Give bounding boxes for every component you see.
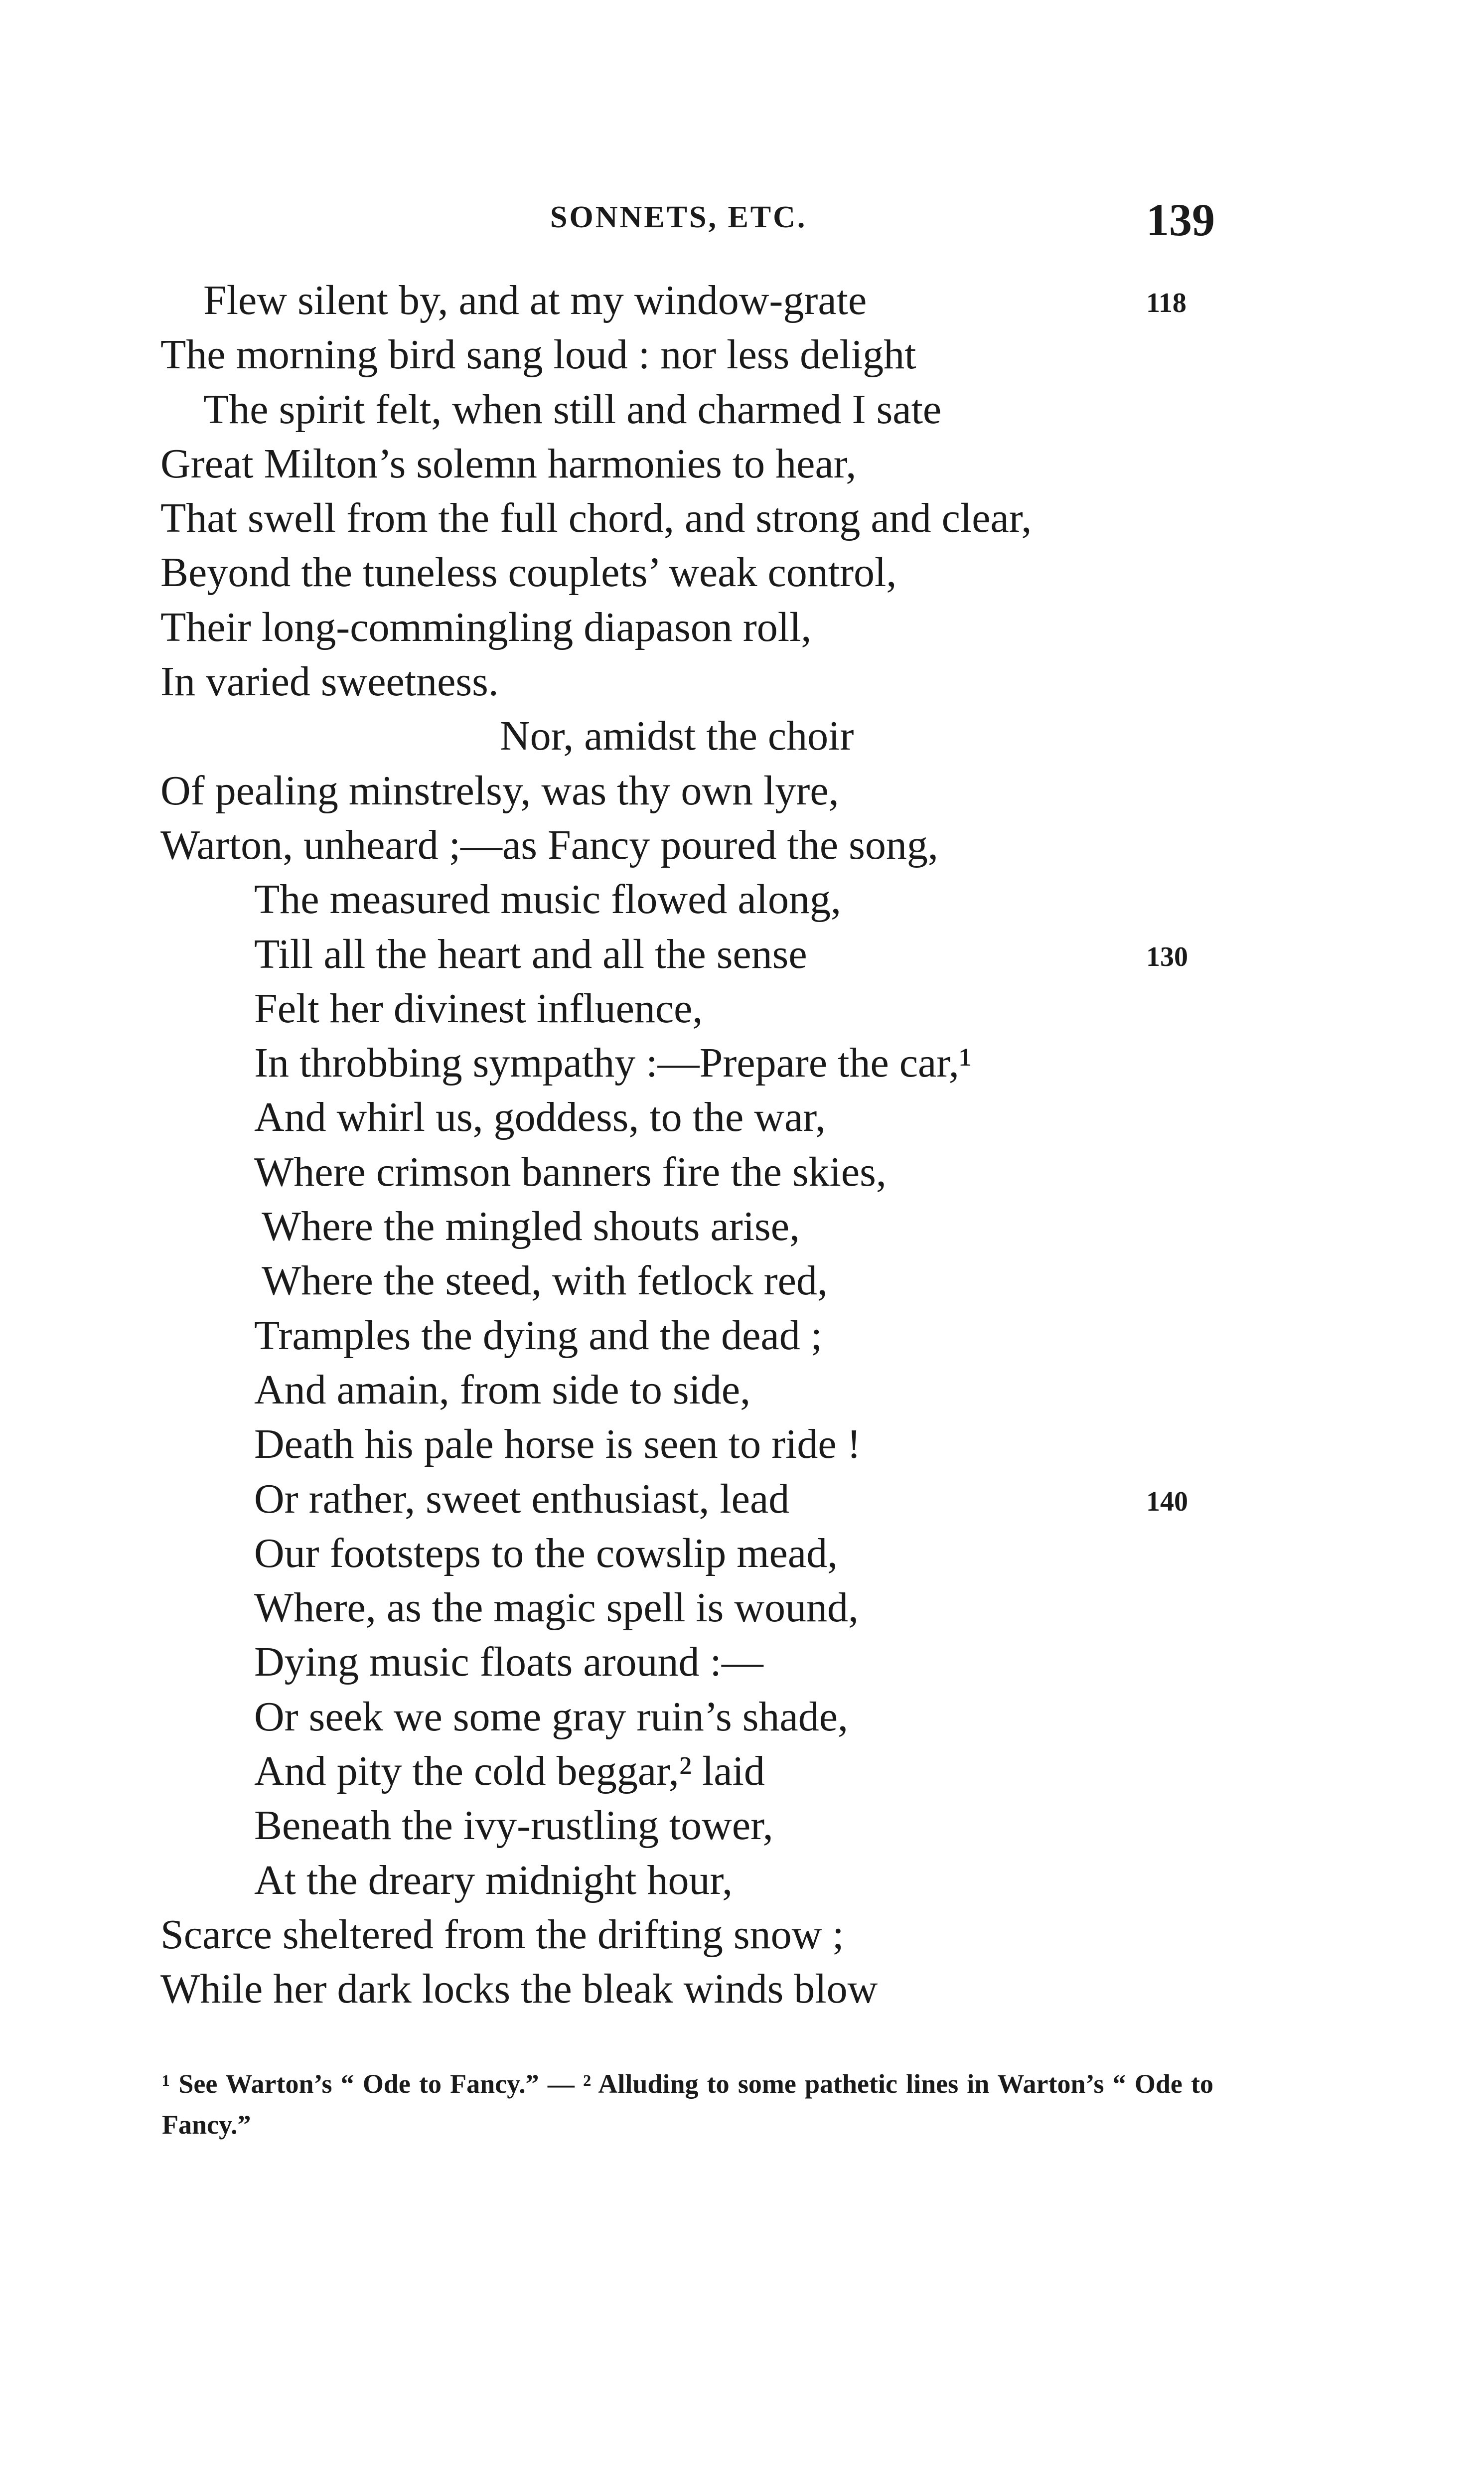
- verse-line: [0, 1962, 1484, 2016]
- verse-line: [0, 1308, 1484, 1363]
- verse-line: [0, 327, 1484, 382]
- verse-line-text: And amain, from side to side,: [254, 1366, 751, 1413]
- verse-line-text: Our footsteps to the cowslip mead,: [254, 1530, 838, 1576]
- verse-line-text: Their long-commingling diapason roll,: [160, 604, 812, 650]
- verse-line-text: Where, as the magic spell is wound,: [254, 1584, 859, 1631]
- verse-line-text: At the dreary midnight hour,: [254, 1857, 733, 1903]
- verse-line: [0, 818, 1484, 872]
- line-number: 140: [1146, 1486, 1188, 1517]
- verse-line: [0, 1580, 1484, 1635]
- verse-line-text: Felt her divinest influence,: [254, 985, 703, 1032]
- footnote-2: ² Alluding to some pathetic lines in Warton’s “ Ode to Fancy.”: [162, 2069, 1214, 2140]
- verse-line: [0, 1690, 1484, 1744]
- verse-line: [0, 654, 1484, 709]
- verse-line-text: That swell from the full chord, and strong and clear,: [160, 495, 1032, 542]
- verse-line-text: Or seek we some gray ruin’s shade,: [254, 1693, 848, 1740]
- verse-line: [0, 1526, 1484, 1580]
- verse-line: [0, 1798, 1484, 1853]
- verse-line: [0, 1472, 1484, 1526]
- verse-line: [0, 1036, 1484, 1090]
- verse-line: [0, 545, 1484, 600]
- verse-line-text: The morning bird sang loud : nor less delight: [160, 331, 916, 378]
- verse-line-text: Till all the heart and all the sense: [254, 931, 807, 977]
- verse-line-text: Great Milton’s solemn harmonies to hear,: [160, 440, 857, 487]
- footnotes: [162, 2063, 1213, 2145]
- verse-line-text: In throbbing sympathy :—Prepare the car,¹: [254, 1040, 972, 1087]
- line-number: 118: [1146, 288, 1187, 318]
- verse-line-text: In varied sweetness.: [160, 658, 499, 705]
- verse-line: [0, 600, 1484, 654]
- verse-line: [0, 764, 1484, 818]
- verse-line-text: Dying music floats around :—: [254, 1639, 763, 1686]
- verse-line-text: Nor, amidst the choir: [500, 713, 854, 760]
- verse-line-text: Scarce sheltered from the drifting snow ;: [160, 1911, 844, 1958]
- verse-line-text: And whirl us, goddess, to the war,: [254, 1094, 826, 1141]
- line-number: 130: [1146, 941, 1188, 972]
- verse-line-text: The spirit felt, when still and charmed I sate: [203, 386, 942, 433]
- verse-line-text: And pity the cold beggar,² laid: [254, 1748, 765, 1795]
- verse-line-text: Flew silent by, and at my window-grate: [203, 277, 867, 323]
- verse-line-text: Or rather, sweet enthusiast, lead: [254, 1475, 790, 1522]
- verse-line: [0, 872, 1484, 927]
- verse-line: [0, 1090, 1484, 1144]
- verse-line: [0, 927, 1484, 981]
- verse-line-text: While her dark locks the bleak winds blow: [160, 1966, 878, 2013]
- verse-line-text: Of pealing minstrelsy, was thy own lyre,: [160, 767, 839, 814]
- verse-line-text: Beyond the tuneless couplets’ weak control,: [160, 549, 897, 596]
- footnote-separator: —: [539, 2069, 584, 2099]
- verse-line: [0, 709, 1484, 763]
- verse-line: [0, 491, 1484, 545]
- verse-line: [0, 1907, 1484, 1962]
- verse-line-text: Tramples the dying and the dead ;: [254, 1312, 823, 1359]
- verse-line-text: Where the steed, with fetlock red,: [262, 1257, 828, 1304]
- verse-line: [0, 1199, 1484, 1253]
- verse-line: [0, 1417, 1484, 1471]
- poem-verse: [0, 273, 1484, 2017]
- verse-line: [0, 1635, 1484, 1689]
- verse-line-text: Where the mingled shouts arise,: [262, 1203, 800, 1250]
- verse-line-text: Death his pale horse is seen to ride !: [254, 1421, 861, 1468]
- page-number: 139: [1146, 194, 1215, 245]
- verse-line: [0, 1853, 1484, 1907]
- running-title: SONNETS, ETC.: [550, 200, 807, 234]
- verse-line: [0, 437, 1484, 491]
- verse-line: [0, 1253, 1484, 1308]
- verse-line-text: The measured music flowed along,: [254, 876, 841, 923]
- verse-line: [0, 382, 1484, 437]
- verse-line-text: Where crimson banners fire the skies,: [254, 1148, 887, 1195]
- verse-line: [0, 1363, 1484, 1417]
- verse-line: [0, 1744, 1484, 1798]
- verse-line-text: Beneath the ivy-rustling tower,: [254, 1802, 773, 1849]
- verse-line: [0, 1145, 1484, 1199]
- verse-line: [0, 273, 1484, 327]
- verse-line: [0, 981, 1484, 1036]
- verse-line-text: Warton, unheard ;—as Fancy poured the song,: [160, 821, 938, 868]
- footnote-1: ¹ See Warton’s “ Ode to Fancy.”: [162, 2069, 539, 2099]
